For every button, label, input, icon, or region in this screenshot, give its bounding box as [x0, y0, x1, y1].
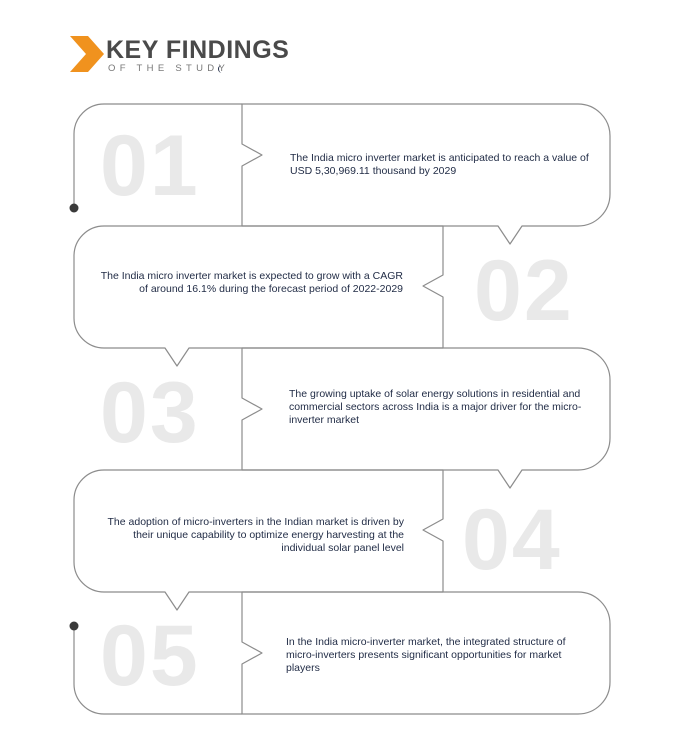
finding-text-05: In the India micro-inverter market, the integrated structure of micro-inverters presents significant opportunities for market players	[286, 636, 566, 674]
finding-number-04: 04	[462, 492, 562, 588]
finding-number-05: 05	[100, 608, 200, 704]
finding-box-02	[74, 226, 443, 366]
finding-text-03: The growing uptake of solar energy solutions in residential and commercial sectors across India is a major driver for the micro-inverter market	[289, 388, 582, 426]
finding-number-03: 03	[100, 365, 200, 461]
page-subtitle: OF THE STUDY	[108, 63, 230, 74]
finding-text-02: The India micro inverter market is expected to grow with a CAGR of around 16.1% during the forecast period of 2022-2029	[100, 270, 403, 295]
logo-chevron-icon	[70, 36, 104, 72]
finding-text-04: The adoption of micro-inverters in the Indian market is driven by their unique capability to optimize energy harvesting at the individual solar panel level	[107, 516, 404, 554]
timeline-dot-top	[70, 204, 79, 213]
page-title: KEY FINDINGS	[106, 36, 290, 64]
finding-number-01: 01	[100, 118, 200, 214]
finding-number-02: 02	[474, 243, 574, 339]
timeline-dot-bottom	[70, 622, 79, 631]
finding-text-01: The India micro inverter market is anticipated to reach a value of USD 5,30,969.11 thousand by 2029	[290, 152, 589, 177]
